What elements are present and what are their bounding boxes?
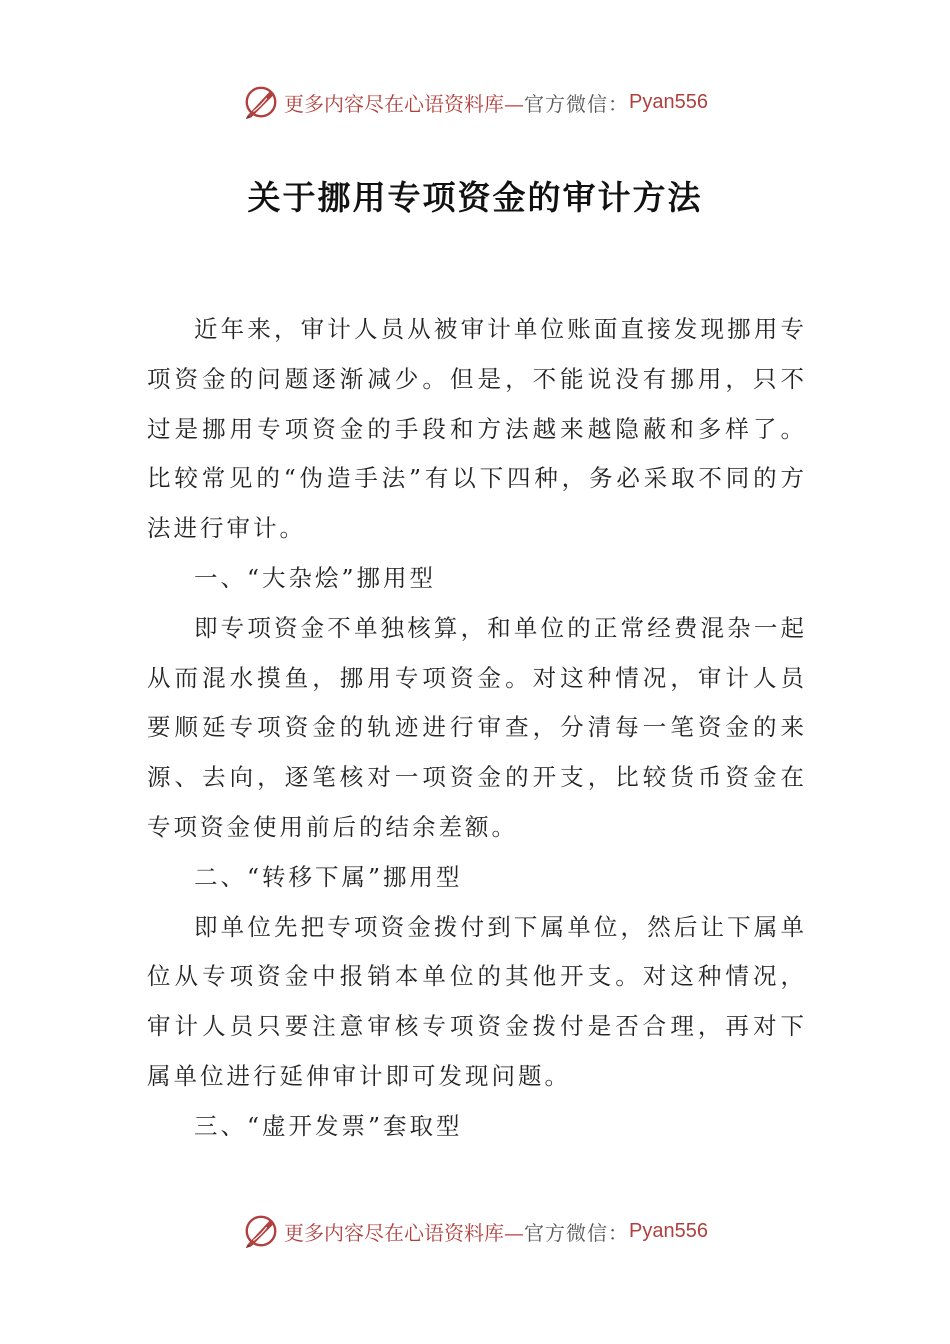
document-title: 关于挪用专项资金的审计方法 xyxy=(247,178,703,217)
wechat-label: 官方微信： xyxy=(524,1220,630,1245)
heading-section-2: 二、“转移下属”挪用型 xyxy=(194,862,463,891)
wechat-id: Pyan556 xyxy=(629,1219,708,1242)
site-name: 更多内容尽在心语资料库— xyxy=(284,1220,525,1245)
pen-logo-icon xyxy=(242,83,280,121)
header-banner xyxy=(0,80,950,124)
site-name: 更多内容尽在心语资料库— xyxy=(284,91,525,116)
wechat-label: 官方微信： xyxy=(524,91,630,116)
footer-banner xyxy=(0,1209,950,1253)
document-body xyxy=(147,305,807,1152)
paragraph-intro: 近年来，审计人员从被审计单位账面直接发现挪用专项资金的问题逐渐减少。但是，不能说没有挪用，只不过是挪用专项资金的手段和方法越来越隐蔽和多样了。比较常见的“伪造手法”有以下四种，务必采取不同的方法进行审计。 xyxy=(147,315,807,543)
wechat-id: Pyan556 xyxy=(629,90,708,113)
paragraph-section-2: 即单位先把专项资金拨付到下属单位，然后让下属单位从专项资金中报销本单位的其他开支。对这种情况，审计人员只要注意审核专项资金拨付是否合理，再对下属单位进行延伸审计即可发现问题。 xyxy=(147,912,807,1090)
heading-section-3: 三、“虚开发票”套取型 xyxy=(194,1111,463,1140)
paragraph-section-1: 即专项资金不单独核算，和单位的正常经费混杂一起从而混水摸鱼，挪用专项资金。对这种情况，审计人员要顺延专项资金的轨迹进行审查，分清每一笔资金的来源、去向，逐笔核对一项资金的开支，比较货币资金在专项资金使用前后的结余差额。 xyxy=(147,613,807,841)
pen-logo-icon xyxy=(242,1212,280,1250)
heading-section-1: 一、“大杂烩”挪用型 xyxy=(194,563,437,592)
